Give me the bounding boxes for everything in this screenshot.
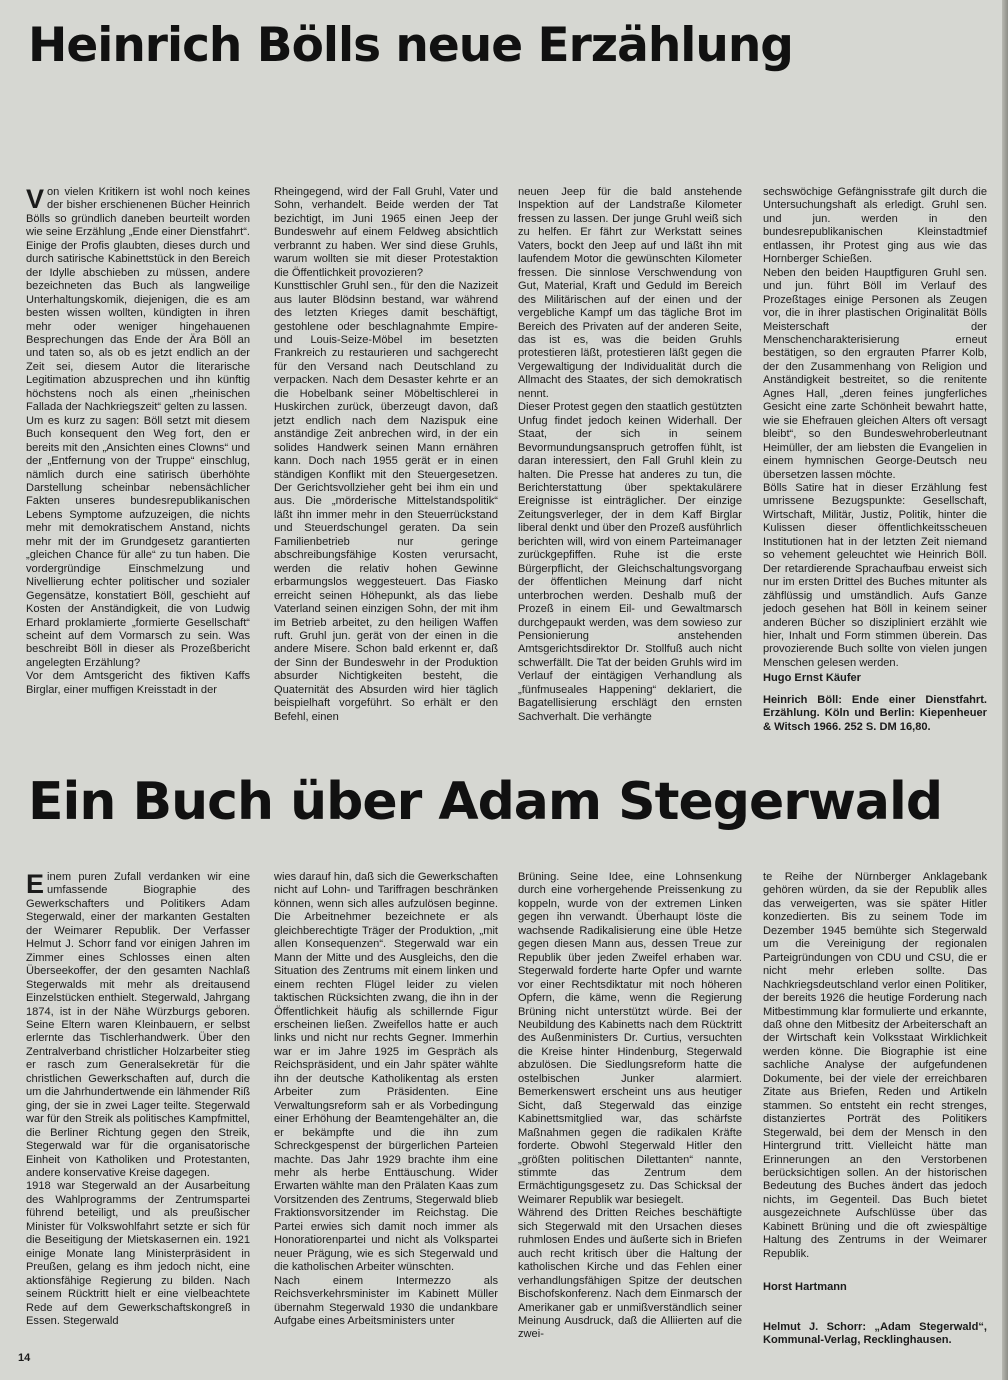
article1-column-3 [518, 186, 742, 746]
article2-dropcap: E [26, 871, 45, 899]
article2-headline: Ein Buch über Adam Stegerwald [28, 772, 943, 832]
article1-column-3-text: neuen Jeep für die bald anstehende Inspektion auf der Landstraße Kilometer fressen zu lassen. Der junge Gruhl weiß sich zu helfen. Er fährt zur Werkstatt seines Vaters, bockt den Jeep auf und läßt ihn mit laufendem Motor die gewünschten Kilometer fressen. Die sinnlose Verschwendung von Gut, Material, Kraft und Geduld im Bereich des Militärischen auf der einen und der vergebliche Kampf um das tägliche Brot im Bereich des Privaten auf der anderen Seite, das ist es, was die beiden Gruhls protestieren läßt, protestieren läßt gegen die Vergewaltigung der Individualität durch die Allmacht des Staates, der sich demokratisch nennt. Dieser Protest gegen den staatlich gestützten Unfug findet jedoch keinen Widerhall. Der Staat, der sich in seinem Bevormundungsanspruch getroffen fühlt, ist daran interessiert, den Fall Gruhl klein zu halten. Die Presse hat anderes zu tun, die Berichterstattung über spektakulärere Ereignisse ist einträglicher. Der einzige Zeitungsverleger, der in dem Kaff Birglar liberal denkt und über den Prozeß ausführlich berichten will, wird von einem Parteimanager zurückgepfiffen. Ruhe ist die erste Bürgerpflicht, der Gleichschaltungsvorgang der öffentlichen Meinung darf nicht unterbrochen werden. Deshalb muß der Prozeß in einem Eil- und Gewaltmarsch durchgepaukt werden, was dem sowieso zur Pensionierung anstehenden Amtsgerichtsdirektor Dr. Stollfuß auch nicht schwerfällt. Die Tat der beiden Gruhls wird im Verlauf der eintägigen Verhandlung als „fünfmuseales Happening“ deklariert, die Bagatellisierung erschlägt den ernsten Sachverhalt. Die verhängte [518, 186, 742, 723]
article2-column-4-text: te Reihe der Nürnberger Anklagebank gehören würden, da sie der Republik alles das verweigerten, was sie später Hitler konzedierten. Bis zu seinem Tode im Dezember 1945 bemühte sich Stegerwald um die Vereinigung der regionalen Parteigründungen von CDU und CSU, die er nicht mehr erleben sollte. Das Nachkriegsdeutschland verlor einen Politiker, der bereits 1926 die heutige Forderung nach Mitbestimmung klar formulierte und erkannte, daß ohne den Mitbesitz der Arbeiterschaft an der Wirtschaft kein Volksstaat Wirklichkeit werden könne. Die Biographie ist eine sachliche Analyse der aufgefundenen Dokumente, bei der viele der erreichbaren Zitate aus Briefen, Reden und Artikeln stammen. So entsteht ein recht strenges, distanziertes Porträt des Politikers Stegerwald, bei dem der Mensch in den Hintergrund tritt. Vielleicht hätte man Erinnerungen an den Verstorbenen berücksichtigen sollen. An der historischen Bedeutung des Buches ändert das jedoch nichts, im Gegenteil. Das Buch bietet ausgezeichnete Aufschlüsse über das Kabinett Brüning und die oft zwiespältige Haltung des Zentrums in der Weimarer Republik. [763, 871, 987, 1260]
article1-book-reference: Heinrich Böll: Ende einer Dienstfahrt. Erzählung. Köln und Berlin: Kiepenheuer & Witsch 1966. 252 S. DM 16,80. [763, 693, 987, 733]
article1-column-4-text: sechswöchige Gefängnisstrafe gilt durch die Untersuchungshaft als erledigt. Gruhl sen. und jun. werden in den bundesrepublikanischen Kleinstadtmief entlassen, ihr Protest ging aus wie das Hornberger Schießen. Neben den beiden Hauptfiguren Gruhl sen. und jun. führt Böll im Verlauf des Prozeßtages einige Personen als Zeugen vor, die in ihrer plastischen Originalität Bölls Meisterschaft der Menschencharakterisierung erneut bestätigen, so den ergrauten Pfarrer Kolb, der den Zusammenhang von Religion und Anständigkeit bestreitet, so die renitente Agnes Hall, „deren feines jungferliches Gesicht eine zarte Schönheit bewahrt hatte, wie sie Ehefrauen gleichen Alters oft versagt bleibt“, so den Bundeswehroberleutnant Heimüller, der am liebsten die Evangelien in einem hymnischen George-Deutsch neu übersetzen lassen möchte. Bölls Satire hat in dieser Erzählung fest umrissene Bezugspunkte: Gesellschaft, Wirtschaft, Militär, Justiz, Politik, hinter die Kulissen dieser öffentlichkeitsscheuen Institutionen hat in der letzten Zeit niemand so vehement geleuchtet wie Heinrich Böll. Der retardierende Sprachaufbau erweist sich nur im ersten Drittel des Buches mitunter als zähflüssig und umständlich. Aufs Ganze jedoch gesehen hat Böll in keinem seiner anderen Bücher so diszipliniert erzählt wie hier, Inhalt und Form stimmen überein. Das provozierende Buch sollte von vielen jungen Menschen gelesen werden. [763, 186, 987, 669]
article1-column-1-text: on vielen Kritikern ist wohl noch keines der bisher erschienenen Bücher Heinrich Bölls so gründlich daneben beurteilt worden wie seine Erzählung „Ende einer Dienstfahrt“. Einige der Profis glaubten, dieses durch und durch satirische Kabinettstück in den Bereich der Idylle abschieben zu müssen, andere bezeichneten das Buch als langweilige Unterhaltungskomik, diejenigen, die es am besten wissen wollten, kündigten in ihren mehr oder weniger hingehauenen Besprechungen das Ende der Ära Böll an und taten so, als ob es jetzt endlich an der Zeit sei, diesem Autor die literarische Legitimation abzusprechen und ihn künftig höchstens noch als einen „rheinischen Fallada der Nachkriegszeit“ gelten zu lassen. Um es kurz zu sagen: Böll setzt mit diesem Buch konsequent den Weg fort, den er bereits mit den „Ansichten eines Clowns“ und der „Entfernung von der Truppe“ einschlug, nämlich durch eine satirisch überhöhte Darstellung scheinbar nebensächlicher Fakten unseres bundesrepublikanischen Lebens Symptome aufzuzeigen, die nichts mehr mit demokratischem Anstand, nichts mehr mit der im Grundgesetz garantierten „gleichen Chance für alle“ zu tun haben. Die vordergründige Einschmelzung und Nivellierung echter politischer und sozialer Gegensätze, konstatiert Böll, geschieht auf Kosten der Anständigkeit, die von Ludwig Erhard proklamierte „formierte Gesellschaft“ scheint auf dem Vormarsch zu sein. Was beschreibt Böll in dieser als Prozeßbericht angelegten Erzählung? Vor dem Amtsgericht des fiktiven Kaffs Birglar, einer muffigen Kreisstadt in der [26, 186, 250, 696]
page-edge [1002, 0, 1008, 1380]
article1-column-4 [763, 186, 987, 746]
article1-column-2-text: Rheingegend, wird der Fall Gruhl, Vater und Sohn, verhandelt. Beide werden der Tat bezichtigt, im Juni 1965 einen Jeep der Bundeswehr auf einem Feldweg absichtlich verbrannt zu haben. Wer sind diese Gruhls, warum wollten sie mit dieser Protestaktion die Öffentlichkeit provozieren? Kunsttischler Gruhl sen., für den die Nazizeit aus lauter Blödsinn bestand, war während des letzten Krieges damit beschäftigt, gestohlene oder beschlagnahmte Empire- und Louis-Seize-Möbel im besetzten Frankreich zu restaurieren und sachgerecht für den Versand nach Deutschland zu verpacken. Nach dem Desaster kehrte er an die Hobelbank seiner Möbeltischlerei in Huskirchen zurück, überzeugt davon, daß jetzt endlich nach dem Nazispuk eine anständige Zeit anbrechen wird, in der ein solides Handwerk seinen Mann ernähren kann. Doch nach 1955 gerät er in einen ständigen Konflikt mit den Steuergesetzen. Der Gerichtsvollzieher geht bei ihm ein und aus. Die „mörderische Mittelstandspolitik“ läßt ihn immer mehr in den Steuerrückstand und Steuerdschungel geraten. Da sein Familienbetrieb nur geringe abschreibungsfähige Kosten verursacht, werden die relativ hohen Gewinne erbarmungslos weggesteuert. Das Fiasko erreicht seinen Höhepunkt, als das liebe Vaterland seinen einzigen Sohn, der mit ihm im Betrieb arbeitet, zu den heiligen Waffen ruft. Gruhl jun. gerät von der einen in die andere Misere. Schon bald erkennt er, daß der Sinn der Bundeswehr in der Produktion absurder Nichtigkeiten besteht, die Quaternität des Absurden wird hier täglich beispielhaft vorgeführt. So erhält er den Befehl, einen [274, 186, 498, 723]
article2-book-reference: Helmut J. Schorr: „Adam Stegerwald“, Kommunal-Verlag, Recklinghausen. [763, 1320, 987, 1346]
article2-column-1 [26, 871, 250, 1346]
article1-author: Hugo Ernst Käufer [763, 672, 862, 685]
article2-author: Horst Hartmann [763, 1281, 847, 1294]
article1-dropcap: V [26, 186, 45, 214]
article2-column-3-text: Brüning. Seine Idee, eine Lohnsenkung durch eine vorhergehende Preissenkung zu koppeln, wurde von der extremen Linken gegen ihn verwandt. Überhaupt löste die wachsende Radikalisierung eine üble Hetze gegen diesen Mann aus, dessen Treue zur Republik über jeden Zweifel erhaben war. Stegerwald forderte harte Opfer und warnte vor einer Rechtsdiktatur mit noch höheren Opfern, die käme, wenn die Regierung Brüning nicht unterstützt würde. Bei der Neubildung des Kabinetts nach dem Rücktritt des Außenministers Dr. Curtius, versuchten die Kreise hinter Hindenburg, Stegerwald abzulösen. Die Siedlungsreform hatte die ostelbischen Junker alarmiert. Bemerkenswert erscheint uns aus heutiger Sicht, daß Stegerwald das einzige Kabinettsmitglied war, das schärfste Maßnahmen gegen die radikalen Kräfte forderte. Obwohl Stegerwald Hitler den „größten politischen Dilettanten“ nannte, stimmte das Zentrum dem Ermächtigungsgesetz zu. Das Schicksal der Weimarer Republik war besiegelt. Während des Dritten Reiches beschäftigte sich Stegerwald mit den Ursachen dieses ruhmlosen Endes und äußerte sich in Briefen auch recht kritisch über die Haltung der katholischen Kirche und das Fehlen einer verhandlungsfähigen Spitze der deutschen Bischofskonferenz. Nach dem Einmarsch der Amerikaner gab er unmißverständlich seiner Meinung Ausdruck, daß die Alliierten auf die zwei- [518, 871, 742, 1341]
article1-column-1 [26, 186, 250, 746]
page-number: 14 [18, 1352, 31, 1364]
article1-column-2 [274, 186, 498, 746]
article2-column-2-text: wies darauf hin, daß sich die Gewerkschaften nicht auf Lohn- und Tariffragen beschränken können, wenn sich alles aufzulösen beginne. Die Arbeitnehmer bezeichnete er als gleichberechtigte Träger der Produktion, „mit allen Konsequenzen“. Stegerwald war ein Mann der Mitte und des Ausgleichs, den die Situation des Zentrums mit einem linken und einem rechten Flügel leider zu vielen taktischen Rücksichten zwang, die ihn in der Öffentlichkeit häufig als schillernde Figur erscheinen ließen. Zweifellos hatte er auch links und nicht nur rechts Gegner. Immerhin war er im Jahre 1925 im Gespräch als Reichspräsident, und ein Jahr später wählte ihn der deutsche Katholikentag als ersten Arbeiter zum Präsidenten. Eine Verwaltungsreform sah er als Vorbedingung einer Erhöhung der Beamtengehälter an, die er bekämpfte und die ihn zum Schreckgespenst der bürgerlichen Parteien machte. Das Jahr 1929 brachte ihm eine mehr als herbe Enttäuschung. Wider Erwarten wählte man den Prälaten Kaas zum Vorsitzenden des Zentrums, Stegerwald blieb Fraktionsvorsitzender im Reichstag. Die Partei erwies sich damit noch immer als Honoratiorenpartei und nicht als Volkspartei neuer Prägung, wie es sich Stegerwald und die katholischen Arbeiter wünschten. Nach einem Intermezzo als Reichsverkehrsminister im Kabinett Müller übernahm Stegerwald 1930 die undankbare Aufgabe eines Arbeitsministers unter [274, 871, 498, 1327]
article2-column-4 [763, 871, 987, 1346]
article1-headline: Heinrich Bölls neue Erzählung [28, 18, 793, 73]
article2-column-2 [274, 871, 498, 1346]
article2-column-3 [518, 871, 742, 1346]
article2-column-1-text: inem puren Zufall verdanken wir eine umfassende Biographie des Gewerkschafters und Politikers Adam Stegerwald, einer der markanten Gestalten der Weimarer Republik. Der Verfasser Helmut J. Schorr fand vor einigen Jahren im Zimmer eines Schlosses einen alten Überseekoffer, der den gesamten Nachlaß Stegerwalds mit mehr als dreitausend Einzelstücken enthielt. Stegerwald, Jahrgang 1874, ist in der Nähe Würzburgs geboren. Seine Eltern waren Kleinbauern, er selbst erlernte das Tischlerhandwerk. Über den Zentralverband christlicher Holzarbeiter stieg er rasch zum Generalsekretär für die christlichen Gewerkschaften auf, durch die um die Jahrhundertwende ein lähmender Riß ging, der sie in zwei Lager teilte. Stegerwald war für den Streik als politisches Kampfmittel, die Berliner Richtung gegen den Streik, Stegerwald war für die organisatorische Einheit von Katholiken und Protestanten, andere konservative Kreise dagegen. 1918 war Stegerwald an der Ausarbeitung des Wahlprogramms der Zentrumspartei führend beteiligt, und als preußischer Minister für Volkswohlfahrt setzte er sich für die Beseitigung der Mietskasernen ein. 1921 einige Monate lang Ministerpräsident in Preußen, gelang es ihm jedoch nicht, eine aktionsfähige Regierung zu bilden. Nach seinem Rücktritt hielt er eine vielbeachtete Rede auf dem Gewerkschaftskongreß in Essen. Stegerwald [26, 871, 250, 1327]
